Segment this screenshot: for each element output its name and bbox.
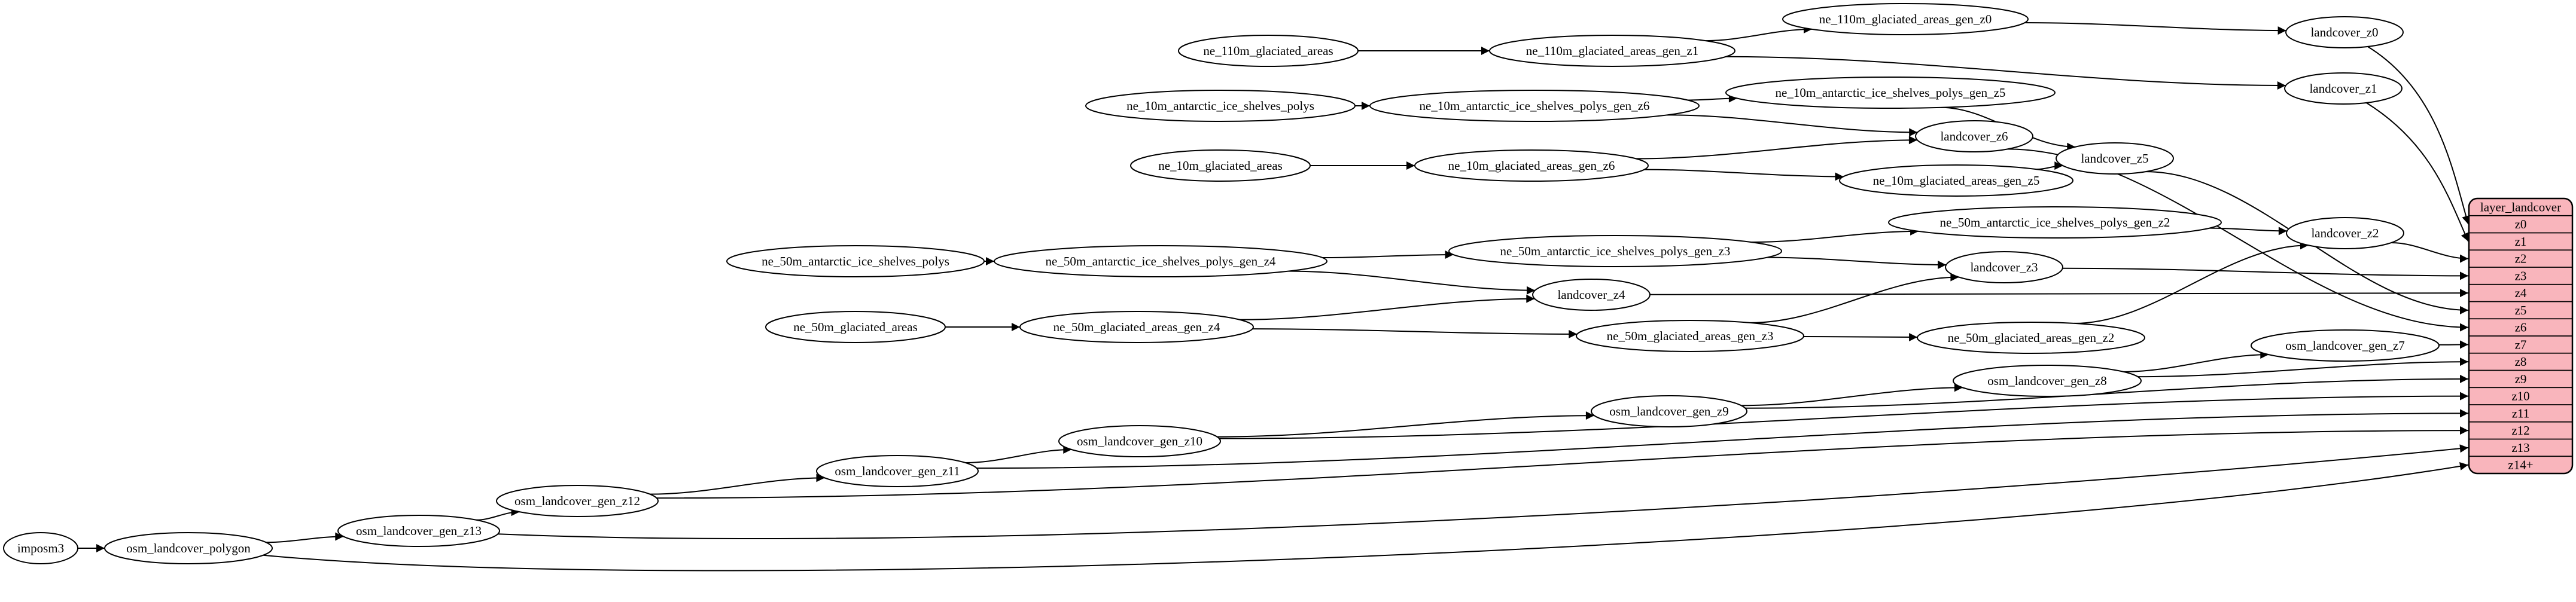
edge-osm_landcover_polygon-to-osm_landcover_gen_z13	[266, 536, 344, 542]
node-label-osm_landcover_gen_z7: osm_landcover_gen_z7	[2285, 338, 2405, 353]
edge-osm_landcover_gen_z13-to-osm_landcover_gen_z12	[476, 512, 519, 520]
edge-ne_10m_glaciated_areas_gen_z6-to-landcover_z6	[1636, 140, 1917, 158]
node-label-osm_landcover_gen_z10: osm_landcover_gen_z10	[1077, 434, 1202, 448]
node-label-landcover_z1: landcover_z1	[2309, 81, 2377, 96]
edge-osm_landcover_gen_z10-to-osm_landcover_gen_z9	[1217, 415, 1594, 437]
node-osm_landcover_gen_z8	[1953, 365, 2141, 396]
layer-landcover-row-z13: z13	[2511, 440, 2530, 455]
layer-landcover-row-z9: z9	[2514, 371, 2527, 386]
edge-ne_50m_glaciated_areas_gen_z2-to-landcover_z2	[2074, 245, 2309, 323]
node-label-ne_10m_antarctic_ice_shelves_polys_gen_z5: ne_10m_antarctic_ice_shelves_polys_gen_z5	[1775, 85, 2006, 100]
edge-ne_50m_antarctic_ice_shelves_polys_gen_z3-to-landcover_z3	[1767, 258, 1946, 265]
node-ne_110m_glaciated_areas	[1179, 35, 1358, 66]
node-ne_110m_glaciated_areas_gen_z0	[1783, 4, 2028, 35]
node-ne_10m_antarctic_ice_shelves_polys_gen_z6	[1370, 90, 1699, 121]
node-label-ne_110m_glaciated_areas: ne_110m_glaciated_areas	[1203, 44, 1333, 58]
node-ne_50m_antarctic_ice_shelves_polys	[727, 246, 984, 277]
edge-osm_landcover_gen_z8-to-layer_landcover-z8	[2137, 362, 2468, 377]
node-label-ne_10m_glaciated_areas_gen_z5: ne_10m_glaciated_areas_gen_z5	[1872, 173, 2040, 188]
node-label-ne_10m_glaciated_areas: ne_10m_glaciated_areas	[1158, 158, 1283, 173]
node-ne_10m_glaciated_areas_gen_z6	[1415, 150, 1648, 181]
layer-landcover-row-z0: z0	[2514, 217, 2527, 232]
edge-ne_10m_antarctic_ice_shelves_polys_gen_z6-to-landcover_z6	[1667, 115, 1918, 132]
edge-osm_landcover_polygon-to-layer_landcover-z14+	[263, 465, 2468, 571]
edge-landcover_z0-to-layer_landcover-z0	[2368, 47, 2468, 224]
node-label-ne_50m_antarctic_ice_shelves_polys: ne_50m_antarctic_ice_shelves_polys	[762, 254, 949, 268]
edge-ne_50m_glaciated_areas_gen_z4-to-landcover_z4	[1240, 299, 1534, 320]
edge-osm_landcover_gen_z12-to-osm_landcover_gen_z11	[650, 478, 825, 494]
node-osm_landcover_gen_z10	[1059, 426, 1220, 457]
layer-landcover-row-z14+: z14+	[2508, 457, 2534, 472]
node-label-landcover_z2: landcover_z2	[2311, 226, 2379, 240]
node-label-landcover_z6: landcover_z6	[1940, 129, 2008, 143]
edge-ne_50m_antarctic_ice_shelves_polys_gen_z3-to-ne_50m_antarctic_ice_shelves_polys_gen_z2	[1752, 231, 1919, 242]
node-label-osm_landcover_gen_z8: osm_landcover_gen_z8	[1987, 374, 2107, 388]
node-label-osm_landcover_polygon: osm_landcover_polygon	[126, 541, 251, 555]
node-landcover_z3	[1945, 252, 2063, 283]
edge-ne_10m_glaciated_areas_gen_z6-to-ne_10m_glaciated_areas_gen_z5	[1645, 170, 1844, 177]
edge-ne_50m_glaciated_areas_gen_z4-to-ne_50m_glaciated_areas_gen_z3	[1253, 329, 1578, 334]
node-label-ne_50m_glaciated_areas_gen_z4: ne_50m_glaciated_areas_gen_z4	[1053, 320, 1220, 334]
node-label-ne_50m_antarctic_ice_shelves_polys_gen_z2: ne_50m_antarctic_ice_shelves_polys_gen_z2	[1939, 215, 2170, 230]
layer-landcover-row-z10: z10	[2511, 389, 2530, 404]
layer-landcover-row-z2: z2	[2514, 251, 2527, 266]
layer-landcover-row-z1: z1	[2514, 234, 2527, 249]
node-ne_110m_glaciated_areas_gen_z1	[1490, 35, 1735, 66]
node-osm_landcover_gen_z7	[2251, 330, 2439, 361]
edge-osm_landcover_gen_z13-to-layer_landcover-z13	[498, 448, 2468, 539]
layer-landcover-row-z7: z7	[2514, 337, 2527, 352]
node-label-ne_50m_glaciated_areas_gen_z3: ne_50m_glaciated_areas_gen_z3	[1606, 329, 1774, 343]
layer-landcover-title: layer_landcover	[2480, 200, 2562, 215]
edge-landcover_z4-to-layer_landcover-z4	[1650, 293, 2468, 295]
edge-ne_50m_antarctic_ice_shelves_polys_gen_z4-to-ne_50m_antarctic_ice_shelves_polys_gen_z3	[1322, 255, 1453, 258]
node-label-ne_10m_glaciated_areas_gen_z6: ne_10m_glaciated_areas_gen_z6	[1448, 158, 1615, 173]
edge-ne_110m_glaciated_areas_gen_z0-to-landcover_z0	[2025, 23, 2286, 30]
node-label-osm_landcover_gen_z12: osm_landcover_gen_z12	[514, 494, 640, 508]
node-label-landcover_z0: landcover_z0	[2310, 25, 2379, 39]
node-label-imposm3: imposm3	[17, 541, 65, 555]
node-ne_50m_glaciated_areas	[766, 311, 945, 343]
node-label-ne_50m_glaciated_areas_gen_z2: ne_50m_glaciated_areas_gen_z2	[1947, 331, 2115, 345]
node-label-landcover_z4: landcover_z4	[1557, 288, 1625, 302]
layer-landcover-table	[2469, 198, 2572, 473]
edge-osm_landcover_gen_z8-to-osm_landcover_gen_z7	[2124, 355, 2269, 372]
node-ne_50m_glaciated_areas_gen_z4	[1020, 311, 1253, 343]
edge-osm_landcover_gen_z9-to-osm_landcover_gen_z8	[1741, 387, 1963, 405]
node-landcover_z6	[1916, 121, 2033, 152]
node-ne_50m_antarctic_ice_shelves_polys_gen_z2	[1889, 207, 2221, 238]
node-label-osm_landcover_gen_z13: osm_landcover_gen_z13	[356, 524, 482, 538]
node-landcover_z2	[2286, 218, 2404, 249]
node-ne_50m_antarctic_ice_shelves_polys_gen_z3	[1449, 236, 1782, 267]
node-label-ne_10m_antarctic_ice_shelves_polys: ne_10m_antarctic_ice_shelves_polys	[1126, 99, 1314, 113]
node-label-osm_landcover_gen_z11: osm_landcover_gen_z11	[835, 464, 960, 478]
node-landcover_z4	[1533, 279, 1650, 310]
edge-osm_landcover_gen_z11-to-osm_landcover_gen_z10	[966, 450, 1072, 463]
edge-landcover_z2-to-layer_landcover-z2	[2391, 243, 2468, 259]
node-ne_50m_glaciated_areas_gen_z2	[1917, 322, 2145, 353]
layer-landcover-row-z6: z6	[2514, 320, 2527, 335]
edge-ne_110m_glaciated_areas_gen_z1-to-ne_110m_glaciated_areas_gen_z0	[1706, 29, 1812, 41]
edge-ne_50m_antarctic_ice_shelves_polys_gen_z2-to-landcover_z2	[2209, 228, 2287, 231]
node-landcover_z1	[2285, 73, 2402, 104]
node-ne_50m_antarctic_ice_shelves_polys_gen_z4	[994, 246, 1327, 277]
node-osm_landcover_polygon	[105, 533, 272, 564]
layer-landcover-row-z4: z4	[2514, 286, 2527, 301]
node-landcover_z0	[2286, 17, 2403, 48]
node-label-ne_50m_antarctic_ice_shelves_polys_gen_z3: ne_50m_antarctic_ice_shelves_polys_gen_z3	[1500, 244, 1731, 258]
nodes-layer	[4, 4, 2439, 564]
node-ne_10m_antarctic_ice_shelves_polys_gen_z5	[1726, 77, 2055, 108]
node-ne_10m_glaciated_areas	[1131, 150, 1310, 181]
node-label-ne_10m_antarctic_ice_shelves_polys_gen_z6: ne_10m_antarctic_ice_shelves_polys_gen_z6	[1419, 99, 1650, 113]
node-label-landcover_z5: landcover_z5	[2081, 151, 2149, 166]
node-ne_50m_glaciated_areas_gen_z3	[1576, 320, 1804, 352]
node-osm_landcover_gen_z9	[1591, 396, 1747, 427]
edge-ne_10m_glaciated_areas_gen_z5-to-landcover_z5	[2037, 166, 2063, 169]
edge-ne_10m_antarctic_ice_shelves_polys_gen_z6-to-ne_10m_antarctic_ice_shelves_polys_gen_z5	[1688, 98, 1737, 100]
node-label-ne_110m_glaciated_areas_gen_z1: ne_110m_glaciated_areas_gen_z1	[1525, 44, 1699, 58]
layer-landcover-row-z8: z8	[2514, 355, 2527, 369]
node-label-osm_landcover_gen_z9: osm_landcover_gen_z9	[1609, 404, 1729, 418]
node-imposm3	[4, 533, 78, 564]
edge-ne_50m_glaciated_areas_gen_z3-to-landcover_z3	[1750, 277, 1959, 323]
node-osm_landcover_gen_z11	[817, 456, 978, 487]
edge-landcover_z3-to-layer_landcover-z3	[2063, 268, 2468, 276]
node-osm_landcover_gen_z12	[497, 485, 658, 517]
node-label-ne_50m_antarctic_ice_shelves_polys_gen_z4: ne_50m_antarctic_ice_shelves_polys_gen_z4	[1045, 254, 1276, 268]
layer-landcover-row-z5: z5	[2514, 302, 2527, 317]
node-osm_landcover_gen_z13	[338, 515, 500, 546]
node-label-ne_50m_glaciated_areas: ne_50m_glaciated_areas	[793, 320, 918, 334]
node-label-landcover_z3: landcover_z3	[1970, 260, 2038, 274]
node-ne_10m_antarctic_ice_shelves_polys	[1086, 90, 1355, 121]
edge-ne_50m_antarctic_ice_shelves_polys_gen_z4-to-landcover_z4	[1289, 271, 1535, 291]
layer-landcover-row-z11: z11	[2511, 406, 2530, 421]
node-label-ne_110m_glaciated_areas_gen_z0: ne_110m_glaciated_areas_gen_z0	[1819, 12, 1992, 26]
node-landcover_z5	[2056, 143, 2173, 174]
layer-landcover-row-z3: z3	[2514, 268, 2527, 283]
node-ne_10m_glaciated_areas_gen_z5	[1840, 165, 2073, 196]
layer-landcover-row-z12: z12	[2511, 423, 2530, 438]
